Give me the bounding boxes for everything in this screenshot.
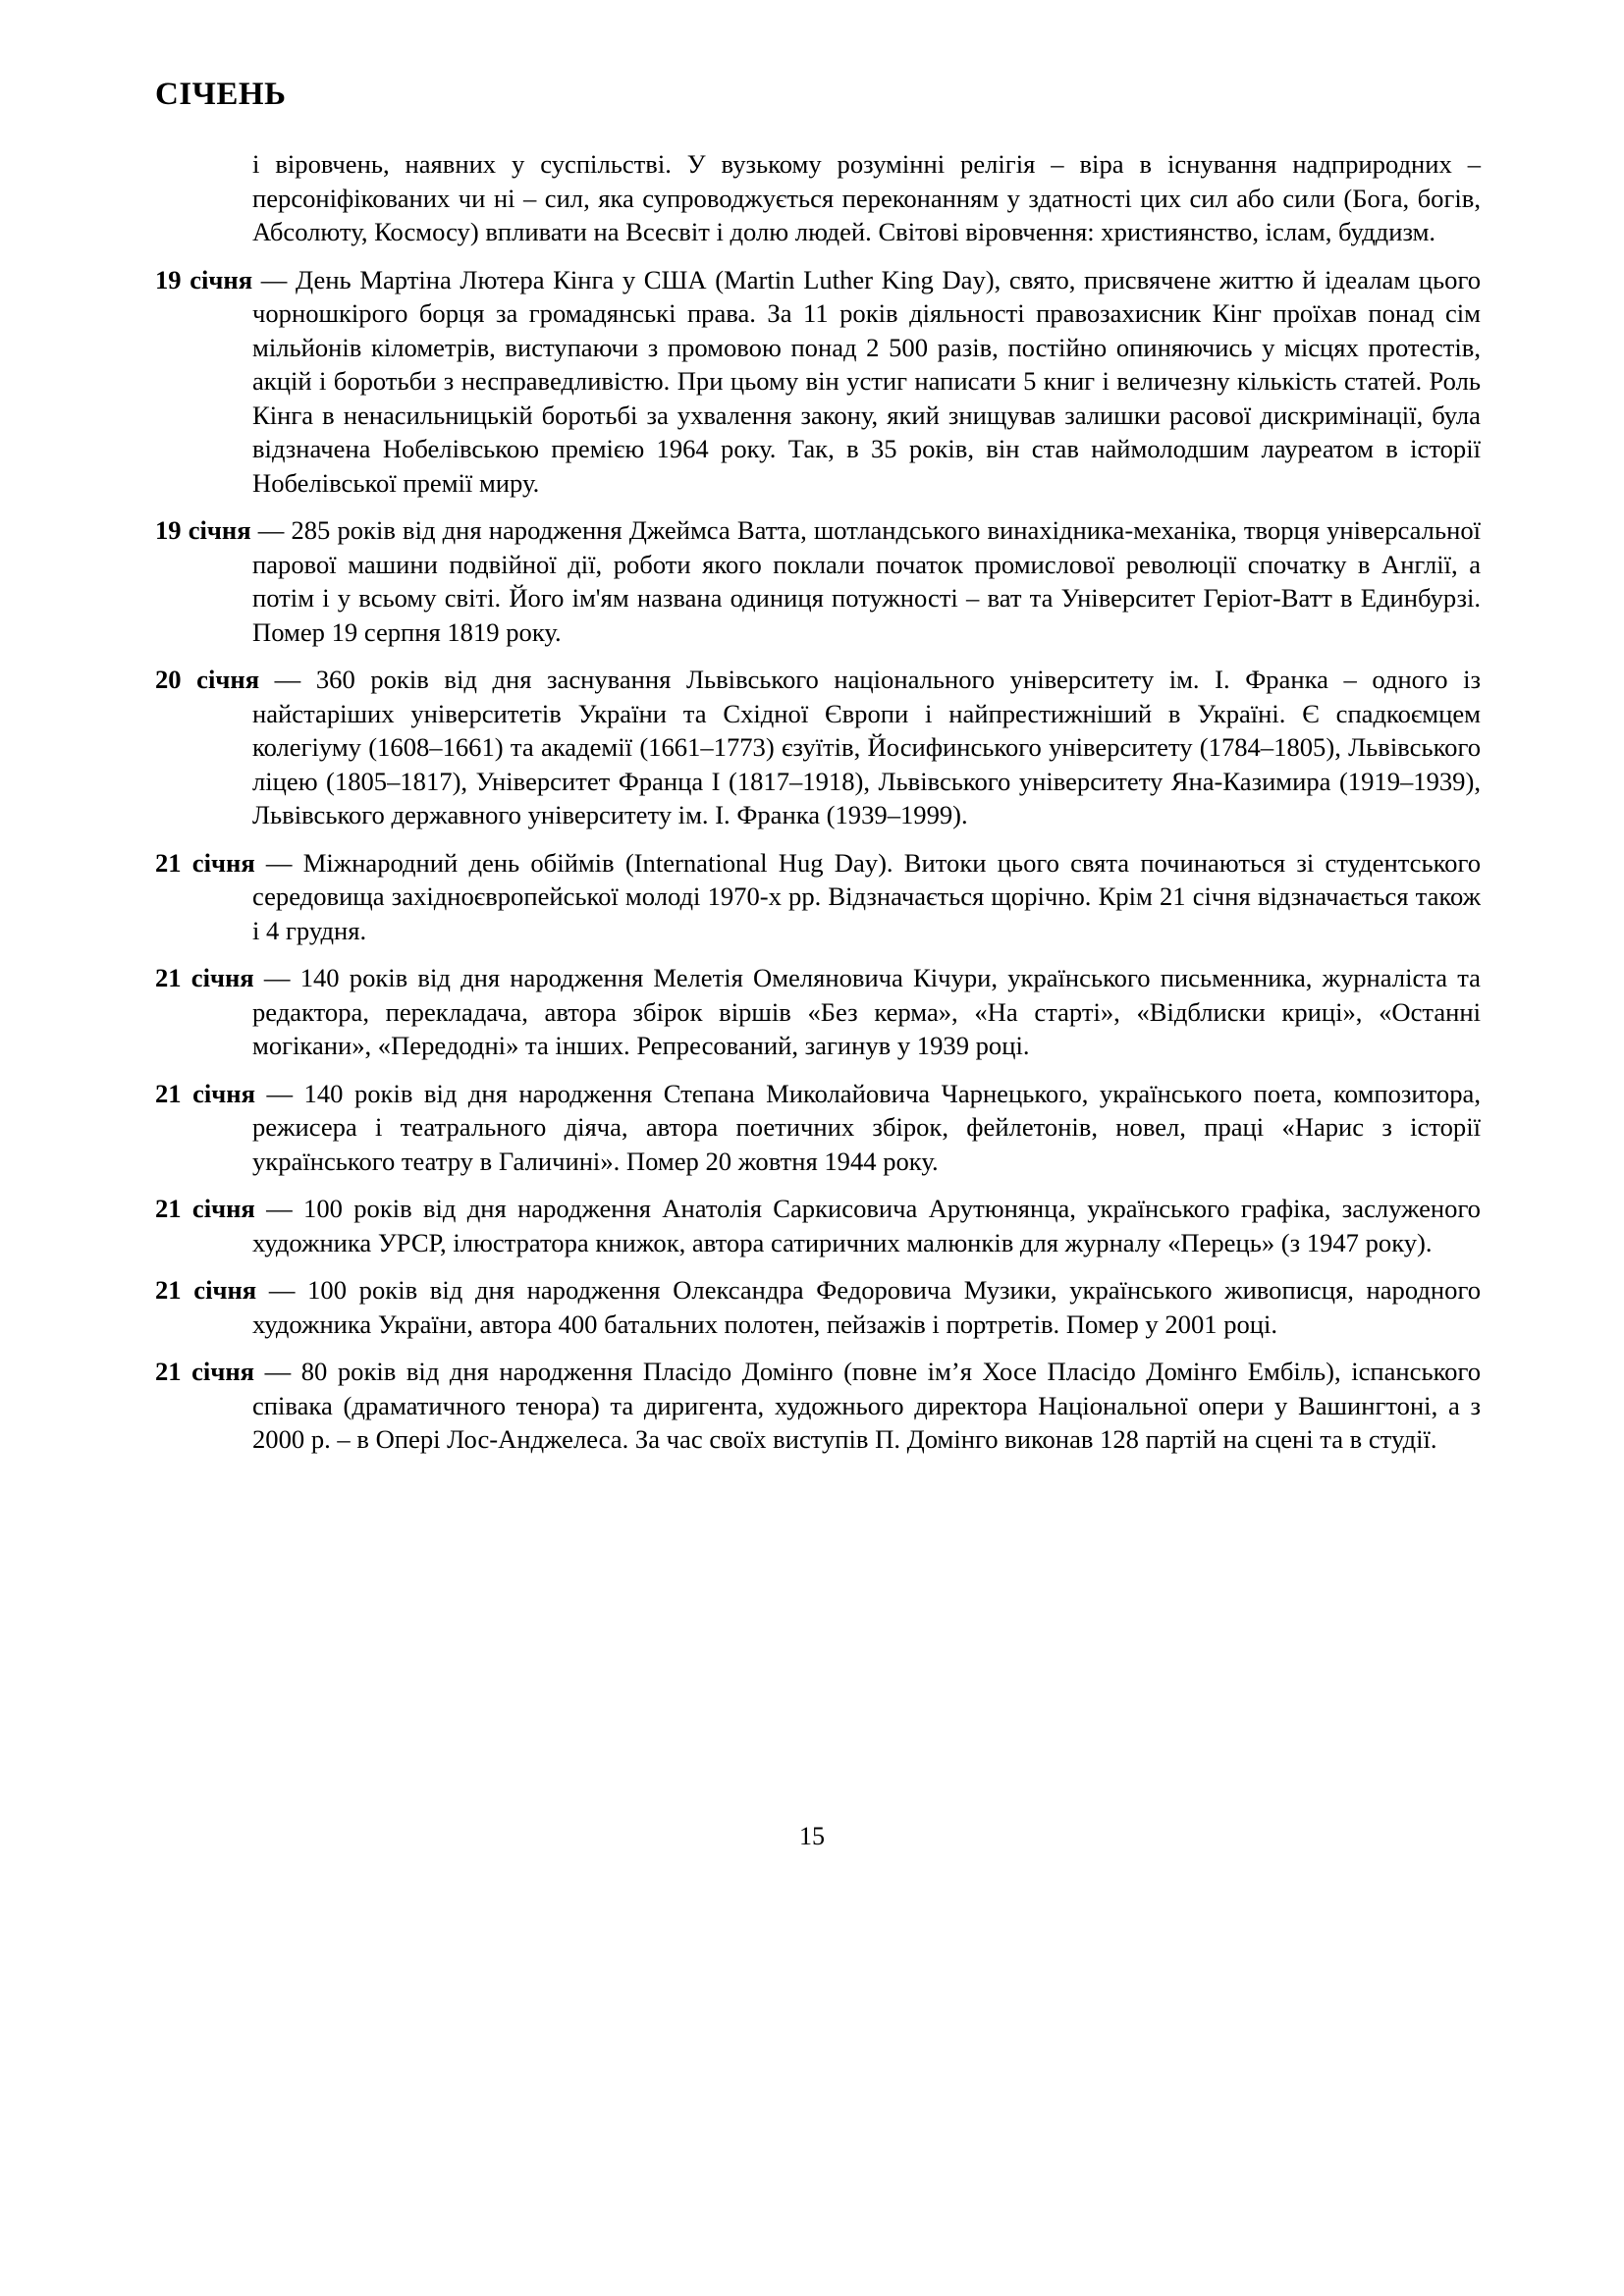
entry-date: 21 січня bbox=[155, 1194, 255, 1223]
entry-text: — 140 років від дня народження Мелетія Омеляновича Кічури, українського письменника, журналіста та редактора, перекладача, автора збірок віршів «Без керма», «На старті», «Відблиски криці», «Останні могікани», «Передодні» та інших. Репресований, загинув у 1939 році. bbox=[252, 963, 1481, 1060]
entry-date: 19 січня bbox=[155, 264, 253, 294]
entry-mlk-day bbox=[155, 263, 1481, 501]
entry-muzyka bbox=[155, 1273, 1481, 1341]
entry-date: 21 січня bbox=[155, 963, 254, 992]
entry-domingo bbox=[155, 1355, 1481, 1457]
page-number: 15 bbox=[799, 1822, 825, 1850]
entry-kichura bbox=[155, 961, 1481, 1063]
entry-text: — 360 років від дня заснування Львівського національного університету ім. І. Франка – одного із найстаріших університетів України та Східної Європи і найпрестижніший в Україні. Є спадкоємцем колегіуму (1608–1661) та академії (1661–1773) єзуїтів, Йосифинського університету (1784–1805), Львівського ліцею (1805–1817), Університет Франца І (1817–1918), Львівського університету Яна-Казимира (1919–1939), Львівського державного університету ім. І. Франка (1939–1999). bbox=[252, 665, 1481, 829]
entry-date: 21 січня bbox=[155, 1357, 255, 1386]
entry-date: 21 січня bbox=[155, 847, 255, 878]
entry-james-watt bbox=[155, 513, 1481, 649]
entry-date: 19 січня bbox=[155, 515, 251, 545]
entry-lviv-university bbox=[155, 663, 1481, 832]
page-header-month: СІЧЕНЬ bbox=[155, 77, 287, 112]
entry-hug-day bbox=[155, 846, 1481, 948]
entry-text: — 80 років від дня народження Пласідо Домінго (повне ім’я Хосе Пласідо Домінго Ембіль), іспанського співака (драматичного тенора) та диригента, художнього директора Національної опери у Вашингтоні, а з 2000 р. – в Опері Лос-Анджелеса. За час своїх виступів П. Домінго виконав 128 партій на сцені та в студії. bbox=[252, 1357, 1481, 1454]
entry-date: 20 січня bbox=[155, 665, 260, 694]
entry-text: — 285 років від дня народження Джеймса Ватта, шотландського винахідника-механіка, творця універсальної парової машини подвійної дії, роботи якого поклали початок промислової революції спочатку в Англії, а потім і у всьому світі. Його ім'ям названа одиниця потужності – ват та Університет Геріот-Ватт в Единбурзі. Помер 19 серпня 1819 року. bbox=[250, 515, 1481, 647]
entry-text: — 100 років від дня народження Анатолія Саркисовича Арутюнянца, українського графіка, заслуженого художника УРСР, ілюстратора книжок, автора сатиричних малюнків для журналу «Перець» (з 1947 року). bbox=[252, 1194, 1481, 1257]
continuation-paragraph: і віровчень, наявних у суспільстві. У вузькому розумінні релігія – віра в існування надприродних – персоніфікованих чи ні – сил, яка супроводжується переконанням у здатності цих сил або сили (Бога, богів, Абсолюту, Космосу) впливати на Всесвіт і долю людей. Світові віровчення: християнство, іслам, буддизм. bbox=[252, 149, 1481, 246]
entry-text: — 100 років від дня народження Олександра Федоровича Музики, українського живописця, народного художника України, автора 400 батальних полотен, пейзажів і портретів. Помер у 2001 році. bbox=[252, 1275, 1481, 1339]
entry-text: — День Мартіна Лютера Кінга у США (Martin Luther King Day), свято, присвячене життю й ідеалам цього чорношкірого борця за громадянські права. За 11 років діяльності правозахисник Кінг проїхав понад сім мільйонів кілометрів, виступаючи з промовою понад 2 500 разів, постійно опиняючись у місцях протестів, акцій і боротьби з несправедливістю. При цьому він устиг написати 5 книг і величезну кількість статей. Роль Кінга в ненасильницькій боротьбі за ухвалення закону, який знищував залишки расової дискримінації, була відзначена Нобелівською премією 1964 року. Так, в 35 років, він став наймолодшим лауреатом в історії Нобелівської премії миру. bbox=[252, 264, 1481, 498]
entry-charnetskyi bbox=[155, 1077, 1481, 1179]
entry-date: 21 січня bbox=[155, 1078, 255, 1108]
entry-date: 21 січня bbox=[155, 1275, 257, 1305]
entry-arutiunians bbox=[155, 1192, 1481, 1259]
entry-text: — 140 років від дня народження Степана Миколайовича Чарнецького, українського поета, композитора, режисера і театрального діяча, автора поетичних збірок, фейлетонів, новел, праці «Нарис з історії українського театру в Галичині». Помер 20 жовтня 1944 року. bbox=[252, 1078, 1481, 1176]
entry-text: — Міжнародний день обіймів (International Hug Day). Витоки цього свята починаються зі студентського середовища західноєвропейської молоді 1970-х рр. Відзначається щорічно. Крім 21 січня відзначається також і 4 грудня. bbox=[252, 847, 1481, 945]
document-body bbox=[155, 147, 1481, 1470]
